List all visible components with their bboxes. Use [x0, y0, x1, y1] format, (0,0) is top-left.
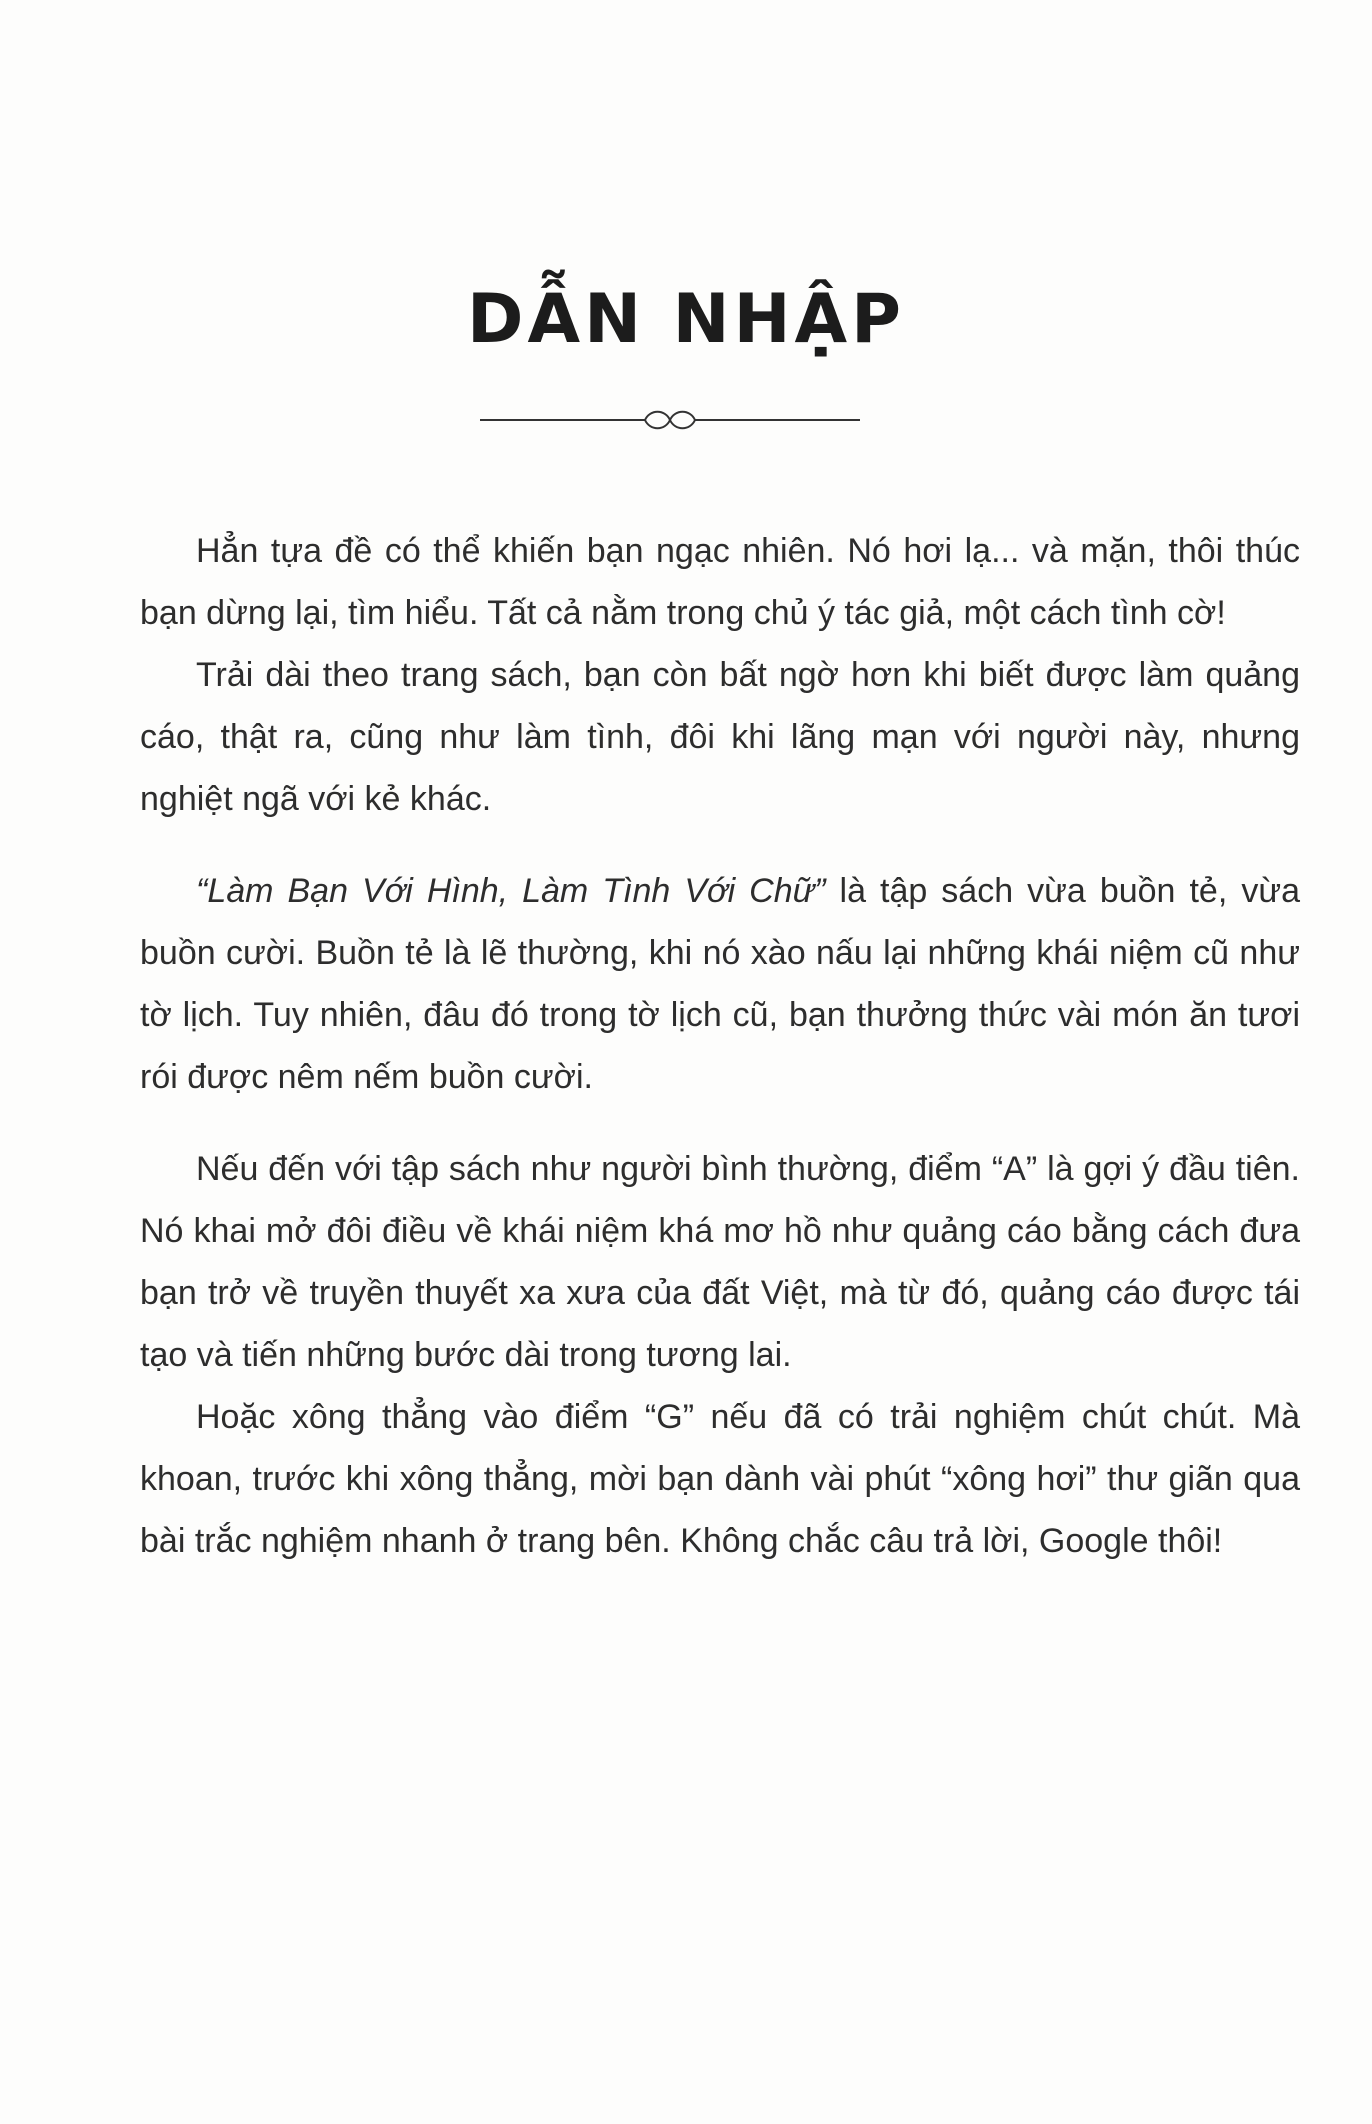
- book-title-quote: “Làm Bạn Với Hình, Làm Tình Với Chữ”: [196, 872, 826, 910]
- paragraph-5: Hoặc xông thẳng vào điểm “G” nếu đã có trải nghiệm chút chút. Mà khoan, trước khi xông thẳng, mời bạn dành vài phút “xông hơi” thư giãn qua bài trắc nghiệm nhanh ở trang bên. Không chắc câu trả lời, Google thôi!: [140, 1398, 1300, 1560]
- paragraph-2: Trải dài theo trang sách, bạn còn bất ngờ hơn khi biết được làm quảng cáo, thật ra, cũng như làm tình, đôi khi lãng mạn với người này, nhưng nghiệt ngã với kẻ khác.: [140, 656, 1300, 818]
- chapter-title: DẪN NHẬP: [467, 280, 905, 359]
- ornament-divider-icon: [480, 405, 860, 435]
- introduction-body: [140, 520, 1300, 1572]
- paragraph-3: [140, 860, 1300, 1108]
- paragraph-1: Hẳn tựa đề có thể khiến bạn ngạc nhiên. Nó hơi lạ... và mặn, thôi thúc bạn dừng lại, tìm hiểu. Tất cả nằm trong chủ ý tác giả, một cách tình cờ!: [140, 532, 1300, 632]
- paragraph-3-text: là tập sách vừa buồn tẻ, vừa buồn cười. Buồn tẻ là lẽ thường, khi nó xào nấu lại những khái niệm cũ như tờ lịch. Tuy nhiên, đâu đó trong tờ lịch cũ, bạn thưởng thức vài món ăn tươi rói được nêm nếm buồn cười.: [140, 872, 1300, 1096]
- paragraph-4: Nếu đến với tập sách như người bình thường, điểm “A” là gợi ý đầu tiên. Nó khai mở đôi điều về khái niệm khá mơ hồ như quảng cáo bằng cách đưa bạn trở về truyền thuyết xa xưa của đất Việt, mà từ đó, quảng cáo được tái tạo và tiến những bước dài trong tương lai.: [140, 1150, 1300, 1374]
